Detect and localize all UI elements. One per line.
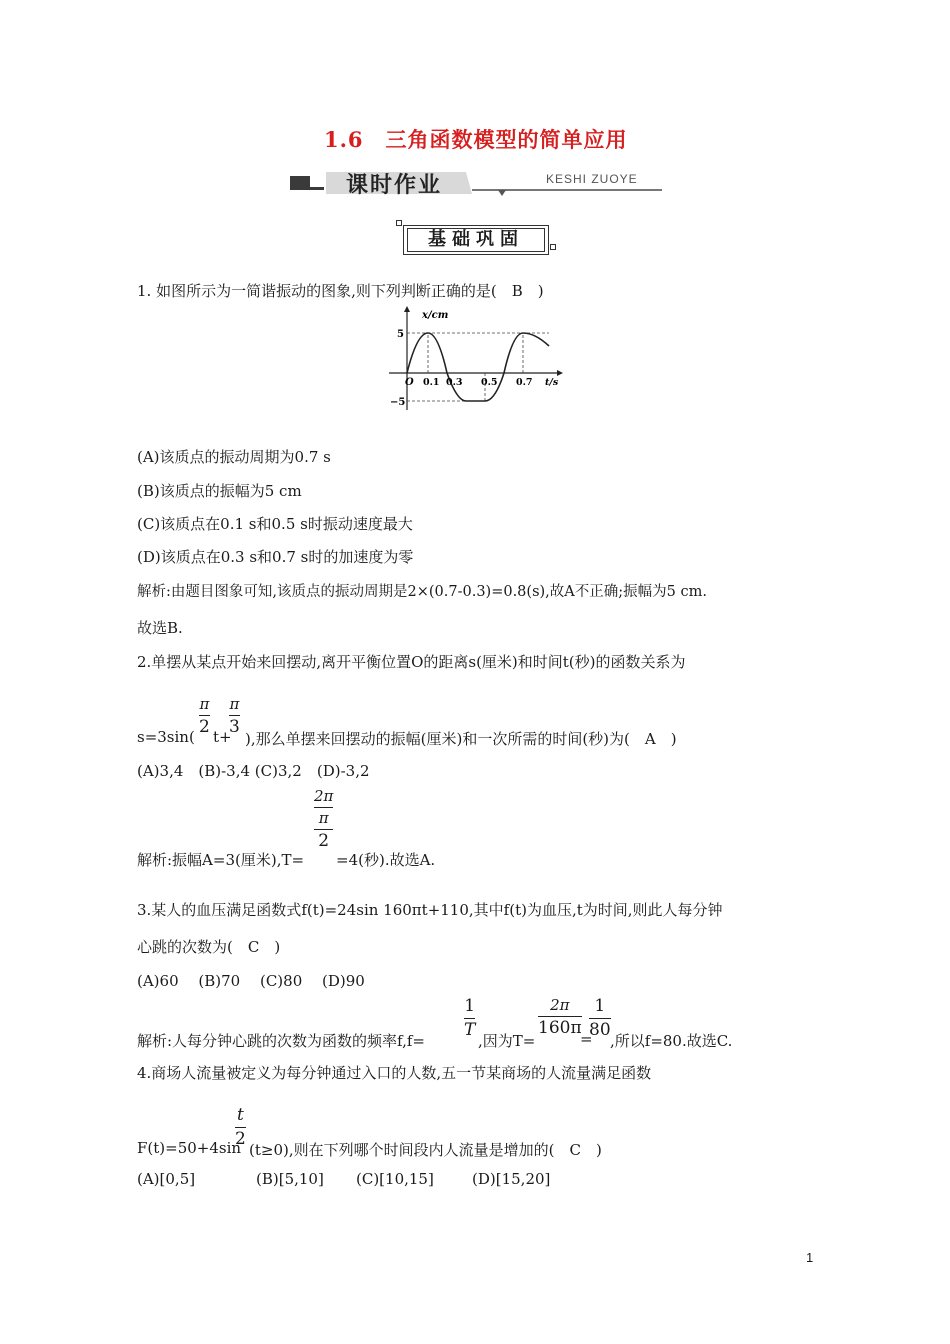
q2-analysis-frac-num-bottom: π [318,809,329,827]
q1-graph-xtick-3: 0.5 [481,377,498,388]
q1-graph-xtick-2: 0.3 [446,377,463,388]
q1-option-c: (C)该质点在0.1 s和0.5 s时振动速度最大 [137,515,413,533]
q3-analysis-suffix: ,所以f=80.故选C. [610,1032,733,1050]
banner-pinyin: KESHI ZUOYE [546,172,638,186]
q2-analysis-frac-bar-top [314,807,333,808]
q1-graph-ylabel: x/cm [422,310,449,321]
q1-graph-xtick-1: 0.1 [423,377,440,388]
q2-analysis-suffix: =4(秒).故选A. [336,851,436,869]
q2-formula-prefix: s=3sin( [137,728,195,746]
q4-frac [235,1107,246,1148]
q3-frac-T-bar [538,1016,582,1017]
q1-graph-ytick-top: 5 [397,329,404,340]
q2-frac1-den: 2 [199,717,210,737]
section-banner [290,168,662,198]
q3-frac-r [589,998,611,1039]
q4-formula-prefix: F(t)=50+4sin [137,1139,242,1157]
q2-frac2 [229,697,240,736]
section-badge-label: 基础巩固 [407,228,545,252]
q3-eq: = [580,1030,593,1048]
q2-frac1-bar [199,715,210,716]
q2-formula-mid: t+ [213,728,232,746]
q3-frac-f-den: T [464,1020,476,1040]
page-title: 1.6 三角函数模型的简单应用 [324,127,628,152]
q3-frac-T [538,998,582,1037]
q2-frac1-num: π [199,695,210,713]
q1-graph-xlabel: t/s [545,377,559,388]
q1-option-a: (A)该质点的振动周期为0.7 s [137,448,331,466]
q2-frac2-den: 3 [229,717,240,737]
q4-option-a: (A)[0,5] [137,1170,196,1188]
q1-graph-xtick-4: 0.7 [516,377,533,388]
q2-analysis-frac-bar-bottom [314,829,333,830]
q3-stem-line2: 心跳的次数为( C ) [137,938,281,956]
section-badge [403,225,549,255]
q4-stem-line1: 4.商场人流量被定义为每分钟通过入口的人数,五一节某商场的人流量满足函数 [137,1064,652,1082]
q4-formula-suffix: (t≥0),则在下列哪个时间段内人流量是增加的( C ) [249,1141,602,1159]
q3-analysis-prefix: 解析:人每分钟心跳的次数为函数的频率f,f= [137,1032,425,1050]
q3-frac-r-bar [589,1018,611,1019]
q2-analysis-frac [314,789,333,850]
q1-graph-y-arrow [404,306,410,312]
q1-analysis-line2: 故选B. [137,619,183,637]
q3-frac-T-num: 2π [550,996,570,1014]
q4-frac-num: t [236,1105,244,1125]
q2-options: (A)3,4 (B)-3,4 (C)3,2 (D)-3,2 [137,762,370,780]
q1-graph-ytick-bottom: −5 [390,397,406,408]
q1-graph-x-arrow [557,370,563,376]
q1-graph [385,306,565,414]
page-number: 1 [806,1250,814,1265]
q3-frac-f [464,998,475,1039]
badge-corner-tl [396,220,402,226]
q4-option-b: (B)[5,10] [256,1170,324,1188]
q3-frac-T-den: 160π [538,1018,582,1038]
banner-label: 课时作业 [346,173,443,198]
q2-stem-line1: 2.单摆从某点开始来回摆动,离开平衡位置O的距离s(厘米)和时间t(秒)的函数关系为 [137,653,686,671]
q3-stem-line1: 3.某人的血压满足函数式f(t)=24sin 160πt+110,其中f(t)为血压,t为时间,则此人每分钟 [137,901,723,919]
q1-analysis-line1: 解析:由题目图象可知,该质点的振动周期是2×(0.7-0.3)=0.8(s),故A不正确;振幅为5 cm. [137,584,707,600]
q1-graph-origin: O [405,377,414,388]
q4-option-c: (C)[10,15] [356,1170,434,1188]
q2-analysis-frac-num-top: 2π [314,787,334,805]
q2-frac2-num: π [229,695,240,713]
q1-option-d: (D)该质点在0.3 s和0.7 s时的加速度为零 [137,548,414,566]
q3-analysis-mid: ,因为T= [478,1032,536,1050]
q4-frac-bar [235,1127,246,1128]
q3-frac-r-den: 80 [589,1020,611,1040]
q1-stem: 1. 如图所示为一简谐振动的图象,则下列判断正确的是( B ) [137,282,544,300]
q3-frac-f-num: 1 [464,996,476,1016]
q2-formula-suffix: ),那么单摆来回摆动的振幅(厘米)和一次所需的时间(秒)为( A ) [245,730,677,748]
q3-frac-f-bar [464,1018,475,1019]
q2-frac2-bar [229,715,240,716]
q2-analysis-prefix: 解析:振幅A=3(厘米),T= [137,851,305,869]
q3-options: (A)60 (B)70 (C)80 (D)90 [137,972,365,990]
q2-frac1 [199,697,210,736]
q3-frac-r-num: 1 [594,996,606,1016]
q1-option-b: (B)该质点的振幅为5 cm [137,482,302,500]
q4-frac-den: 2 [235,1129,246,1149]
q2-analysis-frac-den: 2 [318,831,330,851]
badge-corner-br [550,244,556,250]
q4-option-d: (D)[15,20] [472,1170,551,1188]
